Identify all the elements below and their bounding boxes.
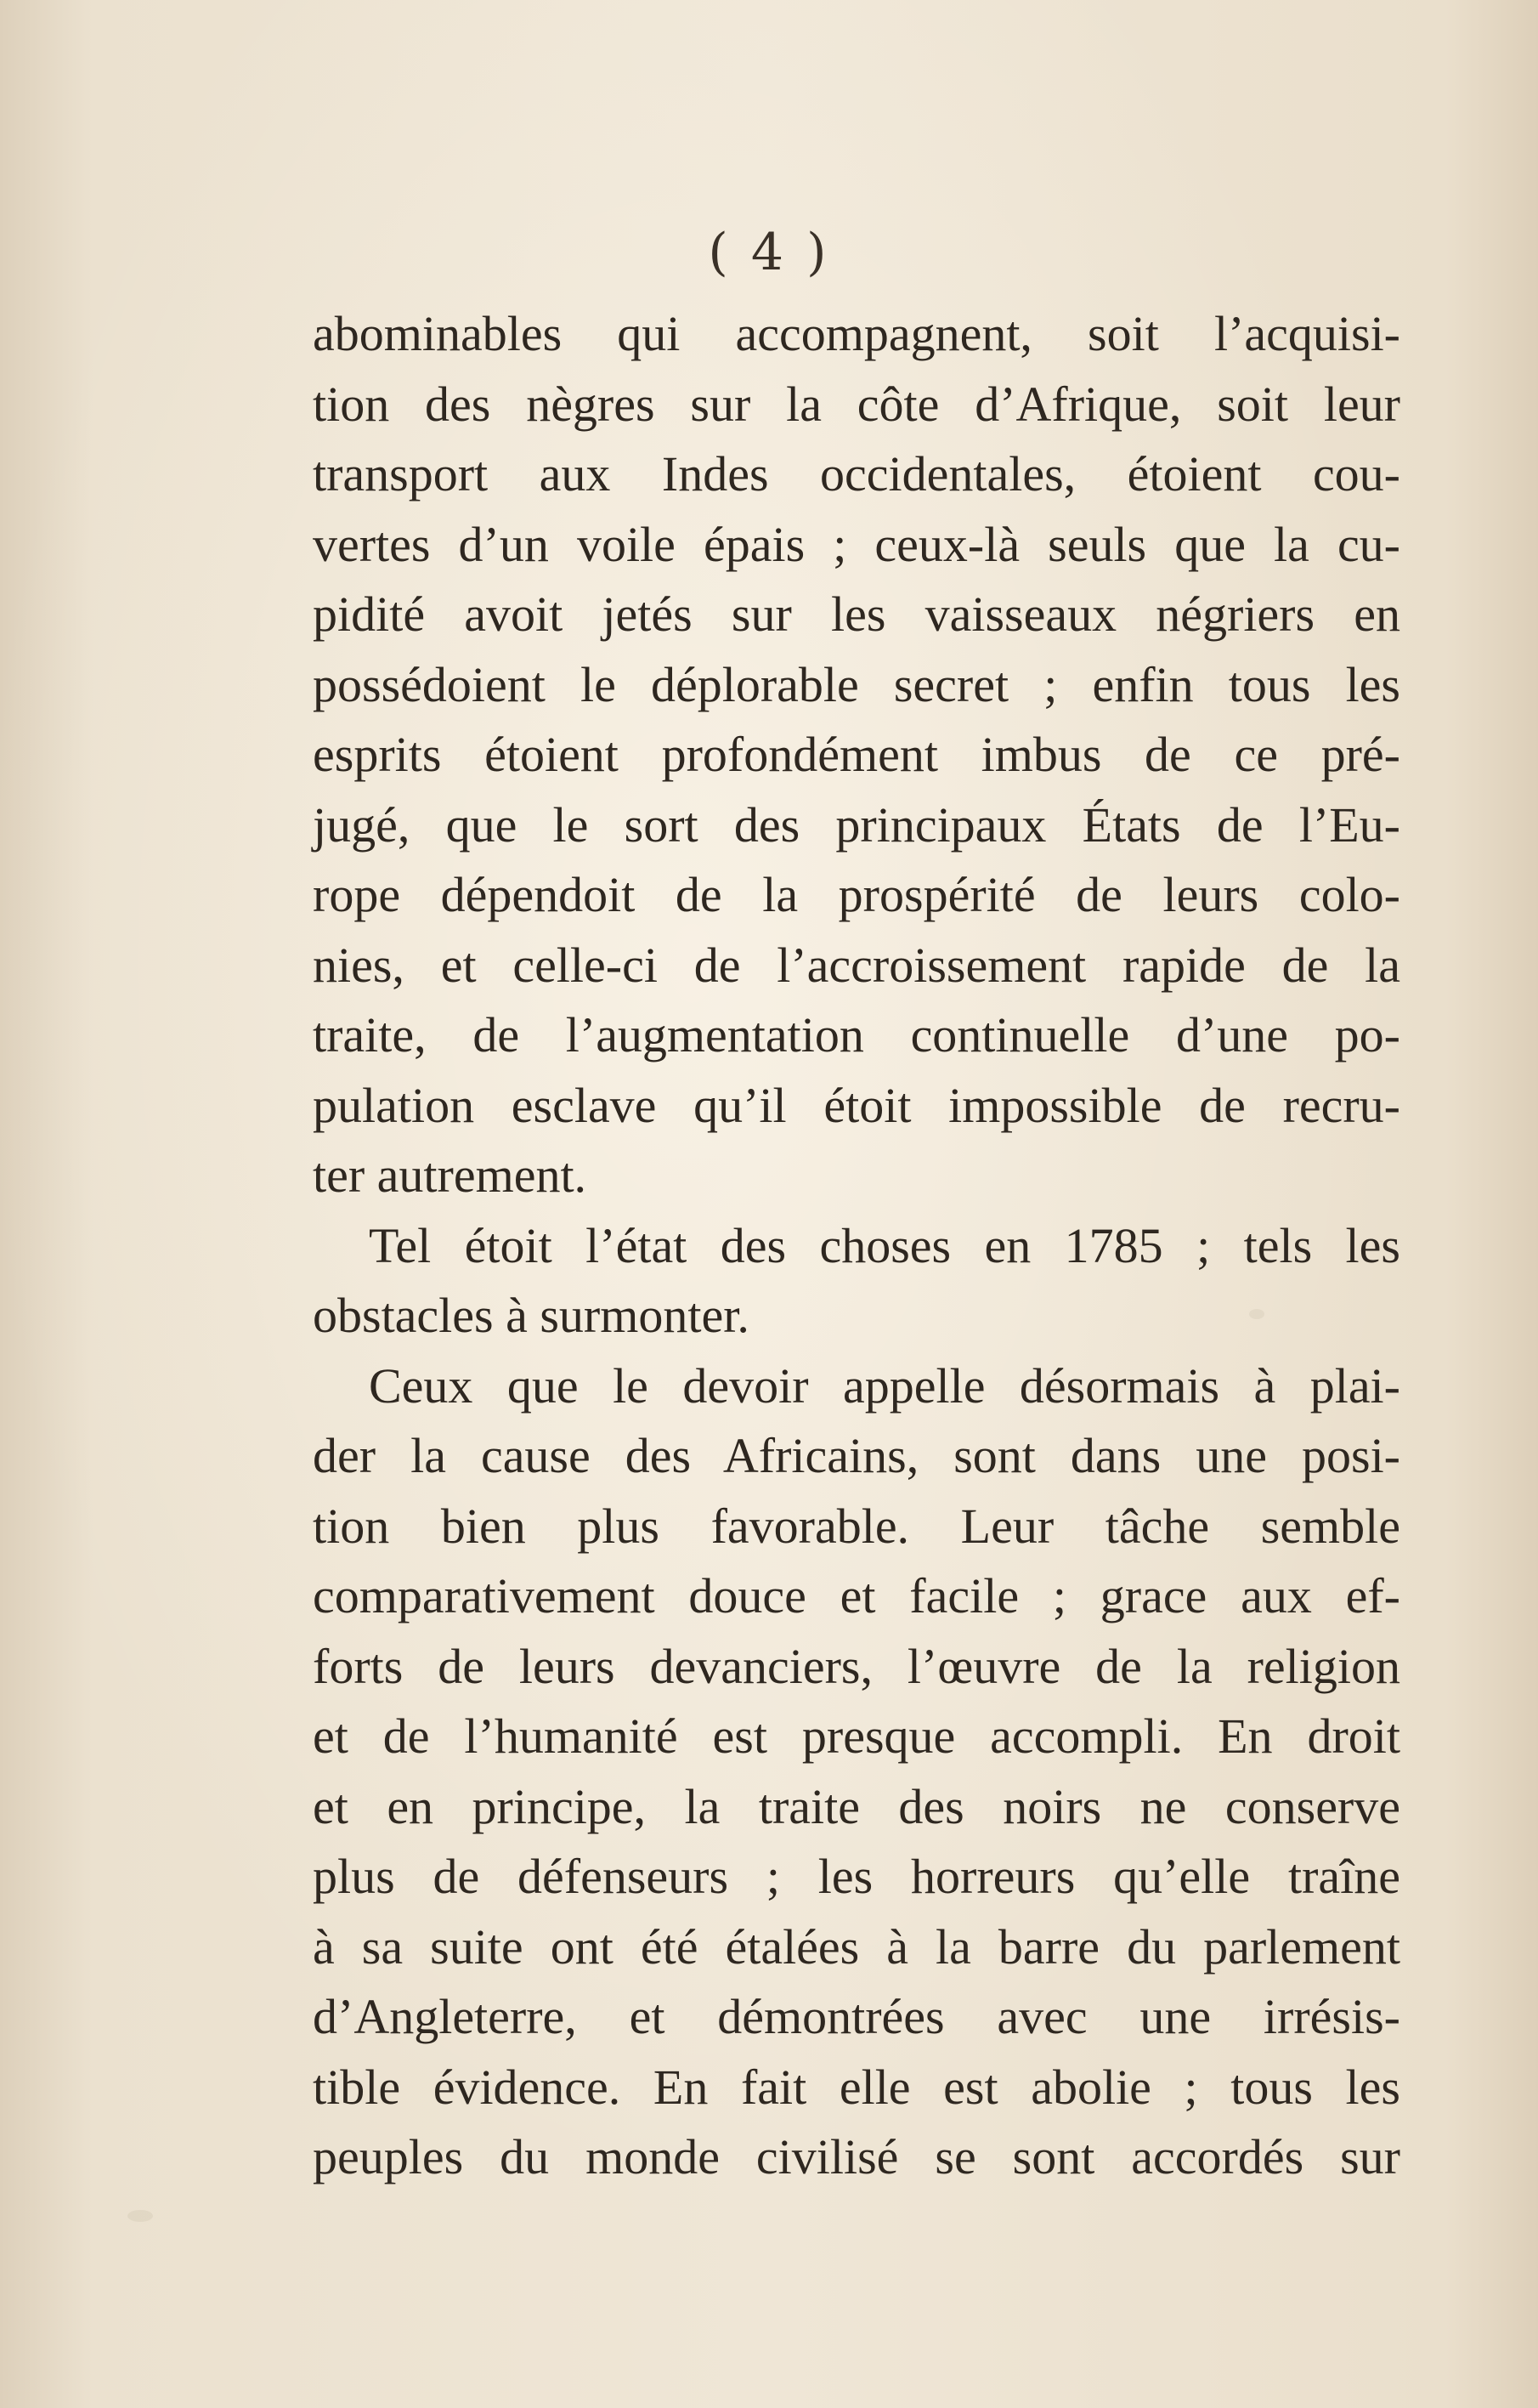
text-line: tible évidence. En fait elle est abolie ; tous les — [313, 2059, 1400, 2115]
text-line: obstacles à surmonter. — [313, 1288, 749, 1343]
paper-smudge — [127, 2210, 153, 2222]
text-line: rope dépendoit de la prospérité de leurs colo- — [313, 867, 1400, 922]
text-line: tion bien plus favorable. Leur tâche semble — [313, 1498, 1400, 1554]
text-line: comparativement douce et facile ; grace aux ef- — [313, 1568, 1400, 1623]
text-line: jugé, que le sort des principaux États de l’Eu- — [313, 796, 1400, 853]
text-line: possédoient le déplorable secret ; enfin tous les — [313, 656, 1400, 712]
text-line: plus de défenseurs ; les horreurs qu’elle traîne — [313, 1849, 1400, 1904]
text-line: d’Angleterre, et démontrées avec une irrésis- — [313, 1989, 1400, 2044]
text-line: der la cause des Africains, sont dans une posi- — [313, 1428, 1400, 1483]
text-line: et de l’humanité est presque accompli. En droit — [313, 1708, 1400, 1764]
text-line: à sa suite ont été étalées à la barre du parlement — [313, 1918, 1400, 1975]
body-text — [313, 299, 1400, 2193]
text-line: pidité avoit jetés sur les vaisseaux négriers en — [313, 586, 1400, 642]
text-line: transport aux Indes occidentales, étoient cou- — [313, 446, 1400, 501]
text-line: traite, de l’augmentation continuelle d’une po- — [313, 1007, 1400, 1062]
text-line: Tel étoit l’état des choses en 1785 ; tels les — [369, 1217, 1400, 1273]
text-line: tion des nègres sur la côte d’Afrique, soit leur — [313, 376, 1400, 432]
text-line: peuples du monde civilisé se sont accordés sur — [313, 2129, 1400, 2184]
text-line: Ceux que le devoir appelle désormais à plai- — [369, 1357, 1400, 1414]
text-line: abominables qui accompagnent, soit l’acquisi- — [313, 306, 1400, 361]
text-line: forts de leurs devanciers, l’œuvre de la religion — [313, 1638, 1400, 1694]
text-line: et en principe, la traite des noirs ne conserve — [313, 1778, 1400, 1834]
page-number: ( 4 ) — [708, 223, 830, 282]
text-line: esprits étoient profondément imbus de ce pré- — [313, 727, 1400, 782]
text-line: nies, et celle-ci de l’accroissement rapide de la — [313, 937, 1400, 993]
text-line: pulation esclave qu’il étoit impossible de recru- — [313, 1077, 1400, 1133]
text-line: ter autrement. — [313, 1147, 587, 1203]
text-line: vertes d’un voile épais ; ceux-là seuls que la cu- — [313, 516, 1400, 572]
